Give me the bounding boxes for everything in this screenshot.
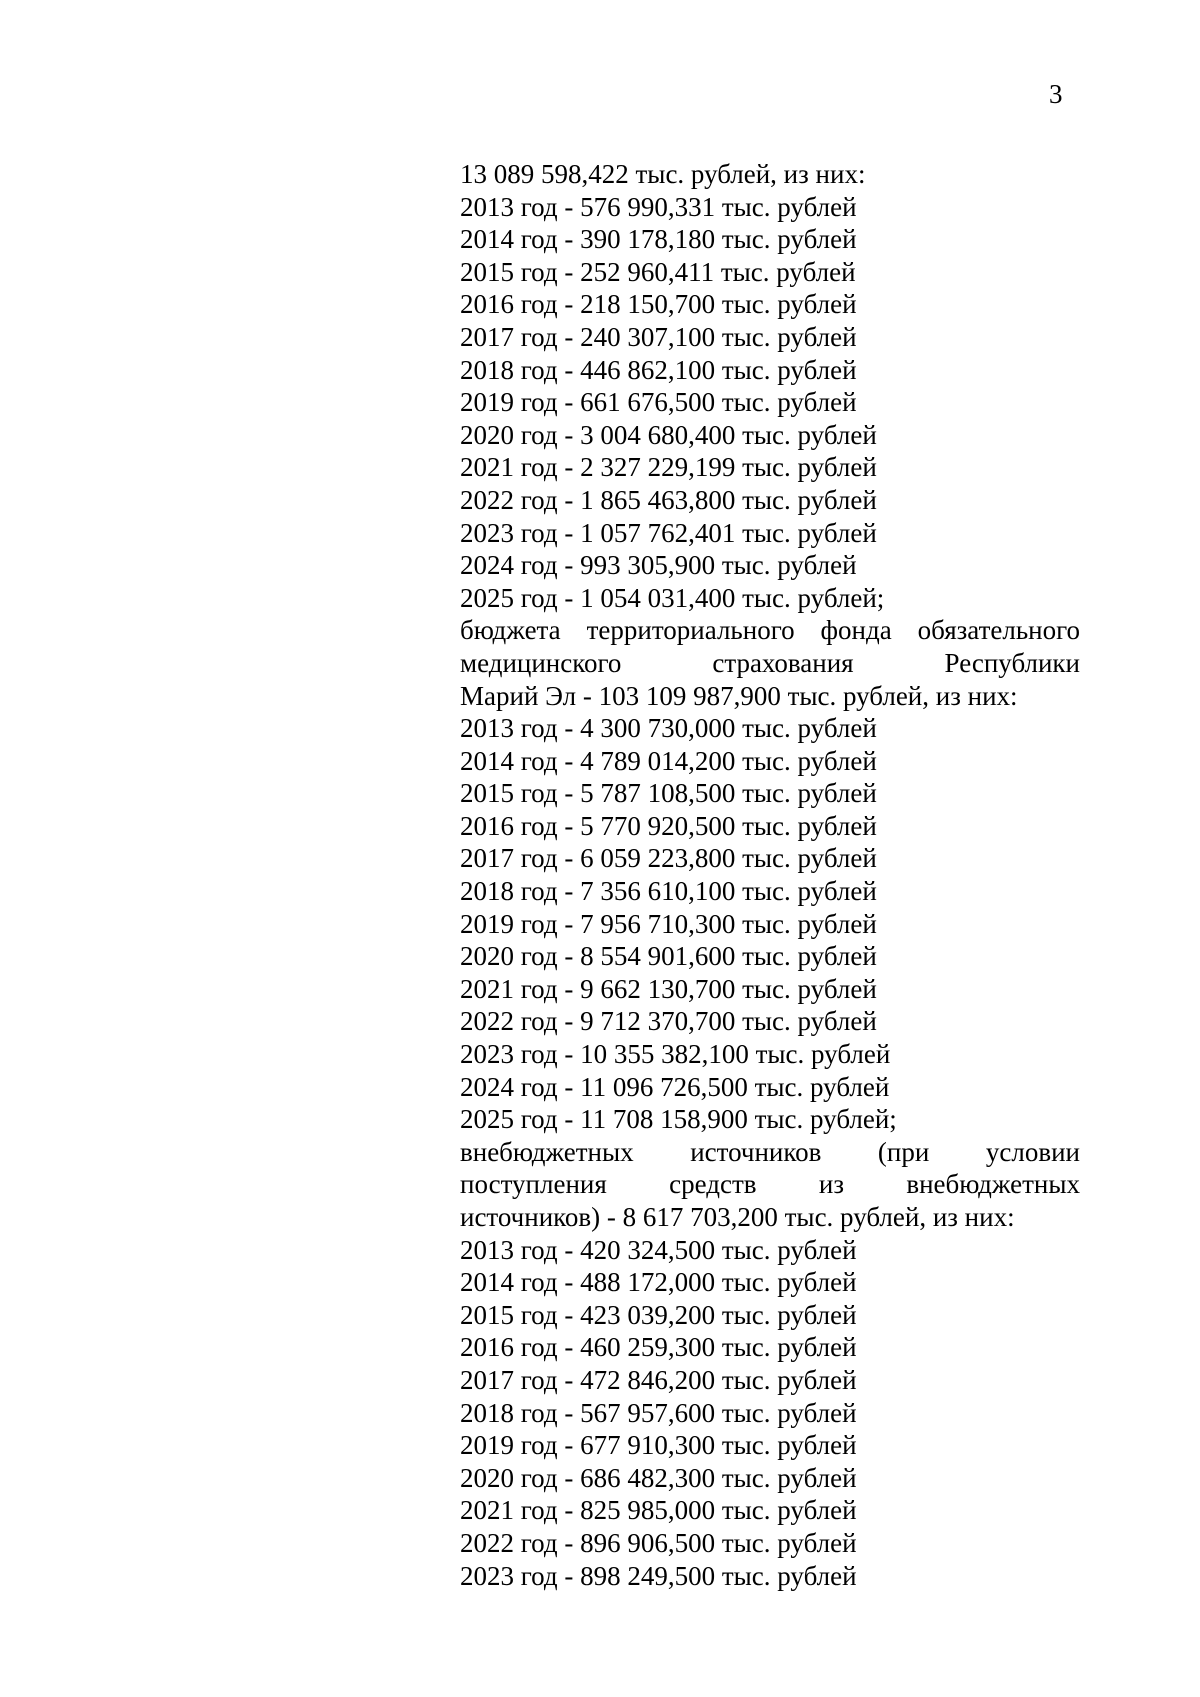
year-line: 2016 год - 460 259,300 тыс. рублей: [460, 1332, 857, 1363]
year-line: 2015 год - 252 960,411 тыс. рублей: [460, 256, 856, 287]
section2-year-list: [460, 712, 1080, 1136]
year-line: 2014 год - 390 178,180 тыс. рублей: [460, 224, 857, 255]
year-line: 2013 год - 4 300 730,000 тыс. рублей: [460, 713, 877, 744]
document-body: [460, 158, 1080, 1592]
year-line: 2018 год - 446 862,100 тыс. рублей: [460, 354, 857, 385]
year-line: 2022 год - 9 712 370,700 тыс. рублей: [460, 1006, 877, 1037]
year-line: 2023 год - 1 057 762,401 тыс. рублей: [460, 517, 877, 548]
heading-line: внебюджетных источников (при условии: [460, 1136, 1080, 1167]
year-line: 2019 год - 677 910,300 тыс. рублей: [460, 1430, 857, 1461]
year-line: 2018 год - 7 356 610,100 тыс. рублей: [460, 876, 877, 907]
year-line: 2013 год - 576 990,331 тыс. рублей: [460, 191, 857, 222]
year-line: 2016 год - 5 770 920,500 тыс. рублей: [460, 810, 877, 841]
year-line: 2014 год - 4 789 014,200 тыс. рублей: [460, 745, 877, 776]
year-line: 2021 год - 9 662 130,700 тыс. рублей: [460, 973, 877, 1004]
heading-line: бюджета территориального фонда обязательного: [460, 615, 1080, 646]
year-line: 2020 год - 3 004 680,400 тыс. рублей: [460, 419, 877, 450]
year-line: 2021 год - 825 985,000 тыс. рублей: [460, 1495, 857, 1526]
section2-heading: [460, 614, 1080, 712]
year-line: 2022 год - 1 865 463,800 тыс. рублей: [460, 484, 877, 515]
year-line: 2020 год - 686 482,300 тыс. рублей: [460, 1462, 857, 1493]
year-line: 2014 год - 488 172,000 тыс. рублей: [460, 1267, 857, 1298]
section3-year-list: [460, 1234, 1080, 1593]
year-line: 2023 год - 898 249,500 тыс. рублей: [460, 1560, 857, 1591]
year-line: 2017 год - 6 059 223,800 тыс. рублей: [460, 843, 877, 874]
year-line: 2021 год - 2 327 229,199 тыс. рублей: [460, 452, 877, 483]
year-line: 2019 год - 661 676,500 тыс. рублей: [460, 387, 857, 418]
year-line: 2022 год - 896 906,500 тыс. рублей: [460, 1527, 857, 1558]
year-line: 2016 год - 218 150,700 тыс. рублей: [460, 289, 857, 320]
section3-heading: [460, 1136, 1080, 1234]
year-line: 2018 год - 567 957,600 тыс. рублей: [460, 1397, 857, 1428]
section1-year-list: [460, 191, 1080, 615]
year-line: 2017 год - 240 307,100 тыс. рублей: [460, 321, 857, 352]
year-line: 2023 год - 10 355 382,100 тыс. рублей: [460, 1039, 891, 1070]
intro-total-line: 13 089 598,422 тыс. рублей, из них:: [460, 159, 866, 189]
year-line: 2024 год - 993 305,900 тыс. рублей: [460, 550, 857, 581]
year-line: 2019 год - 7 956 710,300 тыс. рублей: [460, 908, 877, 939]
year-line: 2017 год - 472 846,200 тыс. рублей: [460, 1364, 857, 1395]
heading-line: медицинского страхования Республики: [460, 647, 1080, 678]
year-line: 2020 год - 8 554 901,600 тыс. рублей: [460, 941, 877, 972]
page-number: 3: [1049, 79, 1063, 109]
year-line: 2015 год - 5 787 108,500 тыс. рублей: [460, 778, 877, 809]
year-line: 2013 год - 420 324,500 тыс. рублей: [460, 1234, 857, 1265]
year-line: 2025 год - 11 708 158,900 тыс. рублей;: [460, 1104, 897, 1135]
year-line: 2025 год - 1 054 031,400 тыс. рублей;: [460, 582, 885, 613]
year-line: 2024 год - 11 096 726,500 тыс. рублей: [460, 1071, 890, 1102]
heading-line: источников) - 8 617 703,200 тыс. рублей, из них:: [460, 1202, 1015, 1232]
year-line: 2015 год - 423 039,200 тыс. рублей: [460, 1299, 857, 1330]
heading-line: Марий Эл - 103 109 987,900 тыс. рублей, из них:: [460, 680, 1018, 711]
heading-line: поступления средств из внебюджетных: [460, 1169, 1080, 1200]
